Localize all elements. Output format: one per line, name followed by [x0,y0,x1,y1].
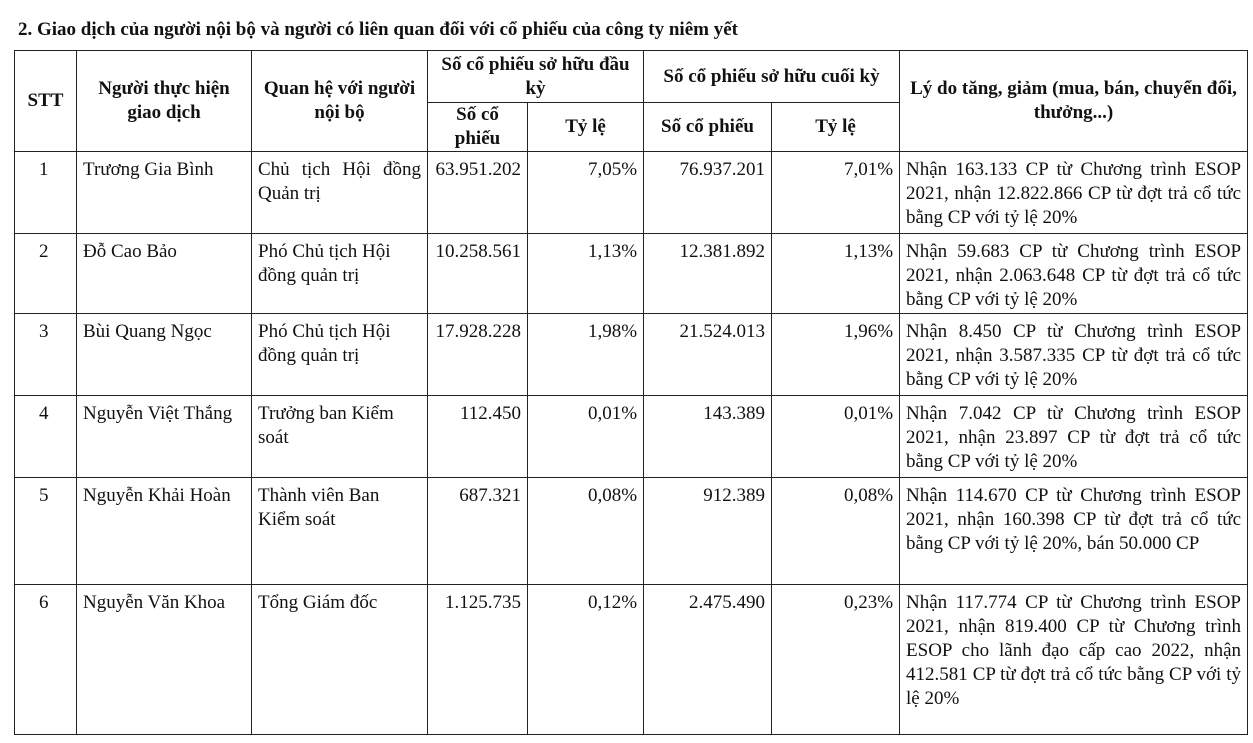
insider-transactions-table [14,50,1248,735]
table-row [15,234,1248,314]
cell-start-shares: 687.321 [428,478,528,585]
cell-start-ratio: 0,12% [528,585,644,735]
cell-end-ratio: 0,01% [772,396,900,478]
cell-start-shares: 63.951.202 [428,152,528,234]
cell-end-ratio: 1,13% [772,234,900,314]
col-end-group-header: Số cổ phiếu sở hữu cuối kỳ [644,51,900,103]
col-reason-header: Lý do tăng, giảm (mua, bán, chuyển đổi, thưởng...) [900,51,1248,152]
section-heading: 2. Giao dịch của người nội bộ và người có liên quan đối với cổ phiếu của công ty niêm yết [18,19,738,40]
cell-start-shares: 1.125.735 [428,585,528,735]
cell-person: Bùi Quang Ngọc [77,314,252,396]
table-row [15,478,1248,585]
col-person-header: Người thực hiện giao dịch [77,51,252,152]
table-row [15,152,1248,234]
cell-end-shares: 912.389 [644,478,772,585]
cell-start-ratio: 0,01% [528,396,644,478]
col-start-shares-header: Số cổ phiếu [428,103,528,152]
cell-end-shares: 76.937.201 [644,152,772,234]
col-end-shares-header: Số cổ phiếu [644,103,772,152]
cell-person: Nguyễn Văn Khoa [77,585,252,735]
cell-reason: Nhận 117.774 CP từ Chương trình ESOP 2021, nhận 819.400 CP từ Chương trình ESOP cho lãnh đạo cấp cao 2022, nhận 412.581 CP từ đợt trả cổ tức bằng CP với tỷ lệ 20% [900,585,1248,735]
cell-reason: Nhận 114.670 CP từ Chương trình ESOP 2021, nhận 160.398 CP từ đợt trả cổ tức bằng CP với tỷ lệ 20%, bán 50.000 CP [900,478,1248,585]
cell-end-ratio: 1,96% [772,314,900,396]
cell-person: Nguyễn Việt Thắng [77,396,252,478]
col-start-ratio-header: Tỷ lệ [528,103,644,152]
cell-start-shares: 17.928.228 [428,314,528,396]
cell-start-ratio: 0,08% [528,478,644,585]
cell-end-shares: 21.524.013 [644,314,772,396]
cell-stt: 5 [15,478,77,585]
cell-stt: 6 [15,585,77,735]
cell-stt: 4 [15,396,77,478]
cell-end-shares: 143.389 [644,396,772,478]
cell-end-shares: 12.381.892 [644,234,772,314]
table-body [15,152,1248,735]
cell-person: Đỗ Cao Bảo [77,234,252,314]
cell-reason: Nhận 7.042 CP từ Chương trình ESOP 2021, nhận 23.897 CP từ đợt trả cổ tức bằng CP với tỷ lệ 20% [900,396,1248,478]
cell-reason: Nhận 8.450 CP từ Chương trình ESOP 2021, nhận 3.587.335 CP từ đợt trả cổ tức bằng CP với tỷ lệ 20% [900,314,1248,396]
cell-relation: Phó Chủ tịch Hội đồng quản trị [252,234,428,314]
cell-person: Trương Gia Bình [77,152,252,234]
cell-relation: Thành viên Ban Kiểm soát [252,478,428,585]
col-end-ratio-header: Tỷ lệ [772,103,900,152]
table-row [15,314,1248,396]
cell-start-shares: 10.258.561 [428,234,528,314]
cell-start-ratio: 1,98% [528,314,644,396]
cell-stt: 3 [15,314,77,396]
cell-end-ratio: 0,08% [772,478,900,585]
cell-relation: Trưởng ban Kiểm soát [252,396,428,478]
cell-start-ratio: 7,05% [528,152,644,234]
cell-end-ratio: 7,01% [772,152,900,234]
cell-reason: Nhận 163.133 CP từ Chương trình ESOP 2021, nhận 12.822.866 CP từ đợt trả cổ tức bằng CP với tỷ lệ 20% [900,152,1248,234]
cell-relation: Tổng Giám đốc [252,585,428,735]
cell-relation: Phó Chủ tịch Hội đồng quản trị [252,314,428,396]
cell-stt: 2 [15,234,77,314]
cell-relation: Chủ tịch Hội đồng Quản trị [252,152,428,234]
cell-stt: 1 [15,152,77,234]
table-header [15,51,1248,152]
col-stt-header: STT [15,51,77,152]
table-row [15,585,1248,735]
table-row [15,396,1248,478]
cell-person: Nguyễn Khải Hoàn [77,478,252,585]
cell-reason: Nhận 59.683 CP từ Chương trình ESOP 2021, nhận 2.063.648 CP từ đợt trả cổ tức bằng CP với tỷ lệ 20% [900,234,1248,314]
cell-end-shares: 2.475.490 [644,585,772,735]
col-start-group-header: Số cổ phiếu sở hữu đầu kỳ [428,51,644,103]
cell-start-ratio: 1,13% [528,234,644,314]
cell-end-ratio: 0,23% [772,585,900,735]
cell-start-shares: 112.450 [428,396,528,478]
col-relation-header: Quan hệ với người nội bộ [252,51,428,152]
